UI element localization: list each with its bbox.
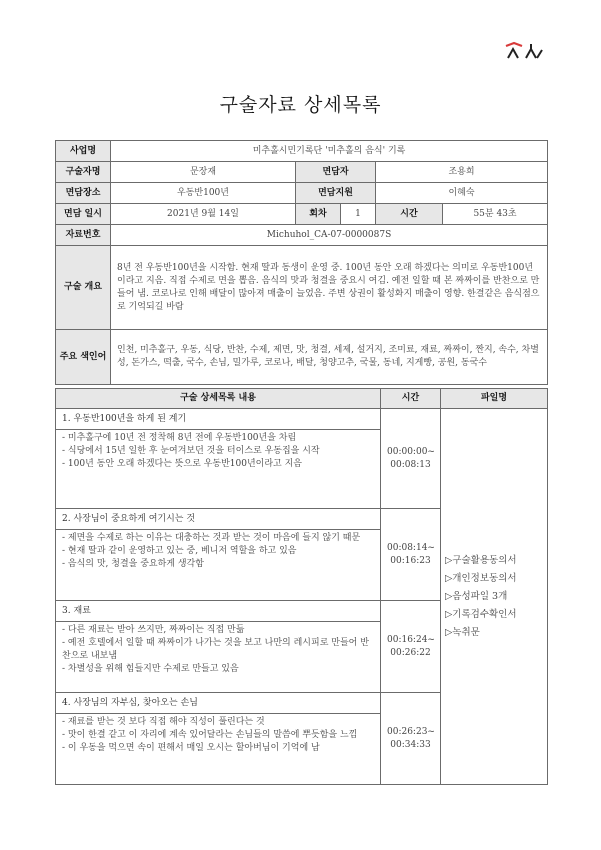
section-time: 00:16:24~ 00:26:22	[381, 601, 441, 693]
summary-label: 구술 개요	[56, 246, 111, 330]
date-value: 2021년 9월 14일	[111, 204, 296, 225]
place-label: 면담장소	[56, 183, 111, 204]
section-title: 2. 사장님이 중요하게 여기시는 것	[56, 509, 380, 530]
archive-logo-icon	[504, 40, 544, 60]
file-item: ▷녹취문	[445, 626, 480, 638]
narrator-value: 문장재	[111, 162, 296, 183]
file-item: ▷구술활용동의서	[445, 554, 517, 566]
list-item: - 이 우동을 먹으면 속이 편해서 매일 오시는 할아버님이 기억에 남	[62, 743, 320, 753]
date-label: 면담 일시	[56, 204, 111, 225]
list-item: - 재료를 받는 것 보다 직접 해야 직성이 풀린다는 것	[62, 717, 265, 727]
id-label: 자료번호	[56, 225, 111, 246]
section-time: 00:00:00~ 00:08:13	[381, 409, 441, 509]
project-label: 사업명	[56, 141, 111, 162]
header-file: 파일명	[441, 389, 548, 409]
list-item: - 제면을 수제로 하는 이유는 대충하는 것과 받는 것이 마음에 들지 않기 때문	[62, 533, 361, 543]
list-item: - 예전 호텔에서 일할 때 짜짜이가 나가는 것을 보고 나만의 레시피로 만들어 반찬으로 내보냄	[62, 638, 369, 661]
keywords-text: 인천, 미추홀구, 우동, 식당, 반찬, 수제, 제면, 맛, 청결, 세제, 설거지, 조미료, 재료, 짜짜이, 짠지, 속수, 차별성, 돈가스, 떡출, 국수, 손님, 밀가루, 코로나, 배달, 청양고추, 국물, 동네, 지게빵, 공원, 동국수	[111, 330, 548, 385]
list-item: - 음식의 맛, 청결을 중요하게 생각함	[62, 559, 204, 569]
list-item: - 100년 동안 오래 하겠다는 뜻으로 우동반100년이라고 지음	[62, 459, 302, 469]
section-1	[56, 409, 381, 509]
time-value: 55분 43초	[443, 204, 548, 225]
section-title: 3. 재료	[56, 601, 380, 622]
session-value: 1	[341, 204, 376, 225]
interviewer-label: 면담자	[296, 162, 376, 183]
section-4	[56, 693, 381, 785]
file-item: ▷개인정보동의서	[445, 572, 517, 584]
project-value: 미추홀시민기록단 '미추홀의 음식' 기록	[111, 141, 548, 162]
section-2	[56, 509, 381, 601]
id-value: Michuhol_CA-07-0000087S	[111, 225, 548, 246]
list-item: - 다른 재료는 받아 쓰지만, 짜짜이는 직접 만듦	[62, 625, 245, 635]
summary-text: 8년 전 우동반100년을 시작함. 현재 딸과 동생이 운영 중. 100년 동안 오래 하겠다는 의미로 우동반100년이라고 지음. 직접 수제로 면을 뽑음. 음식의 맛과 청결을 중요시 여김. 예전 일할 때 본 짜짜이를 반찬으로 만들어 냄. 코로나로 인해 배달이 많아져 매출이 늘었음. 주변 상권이 활성화지 매출이 영향. 한결같은 음식점으로 기억되길 바람	[111, 246, 548, 330]
list-item: - 맛이 한결 같고 이 자리에 계속 있어달라는 손님들의 말씀에 뿌듯함을 느낌	[62, 730, 358, 740]
narrator-label: 구술자명	[56, 162, 111, 183]
section-3	[56, 601, 381, 693]
section-title: 4. 사장님의 자부심, 찾아오는 손님	[56, 693, 380, 714]
interviewer-value: 조용희	[376, 162, 548, 183]
header-time: 시간	[381, 389, 441, 409]
section-time: 00:26:23~ 00:34:33	[381, 693, 441, 785]
support-value: 이혜숙	[376, 183, 548, 204]
info-table	[55, 140, 548, 385]
document-title: 구술자료 상세목록	[219, 94, 382, 116]
place-value: 우동반100년	[111, 183, 296, 204]
section-title: 1. 우동반100년을 하게 된 계기	[56, 409, 380, 430]
file-item: ▷기록검수확인서	[445, 608, 517, 620]
session-label: 회차	[296, 204, 341, 225]
file-list	[441, 409, 548, 785]
header-content: 구술 상세목록 내용	[56, 389, 381, 409]
detail-table	[55, 388, 548, 785]
section-time: 00:08:14~ 00:16:23	[381, 509, 441, 601]
list-item: - 식당에서 15년 일한 후 눈여겨보던 것을 터이스로 우동집을 시작	[62, 446, 320, 456]
file-item: ▷음성파일 3개	[445, 590, 508, 602]
list-item: - 차별성을 위해 힘들지만 수제로 만들고 있음	[62, 664, 239, 674]
time-label: 시간	[376, 204, 443, 225]
keywords-label: 주요 색인어	[56, 330, 111, 385]
support-label: 면담지원	[296, 183, 376, 204]
list-item: - 현재 딸과 같이 운영하고 있는 중, 베니저 역할을 하고 있음	[62, 546, 297, 556]
list-item: - 미추홀구에 10년 전 정착해 8년 전에 우동반100년을 차림	[62, 433, 297, 443]
